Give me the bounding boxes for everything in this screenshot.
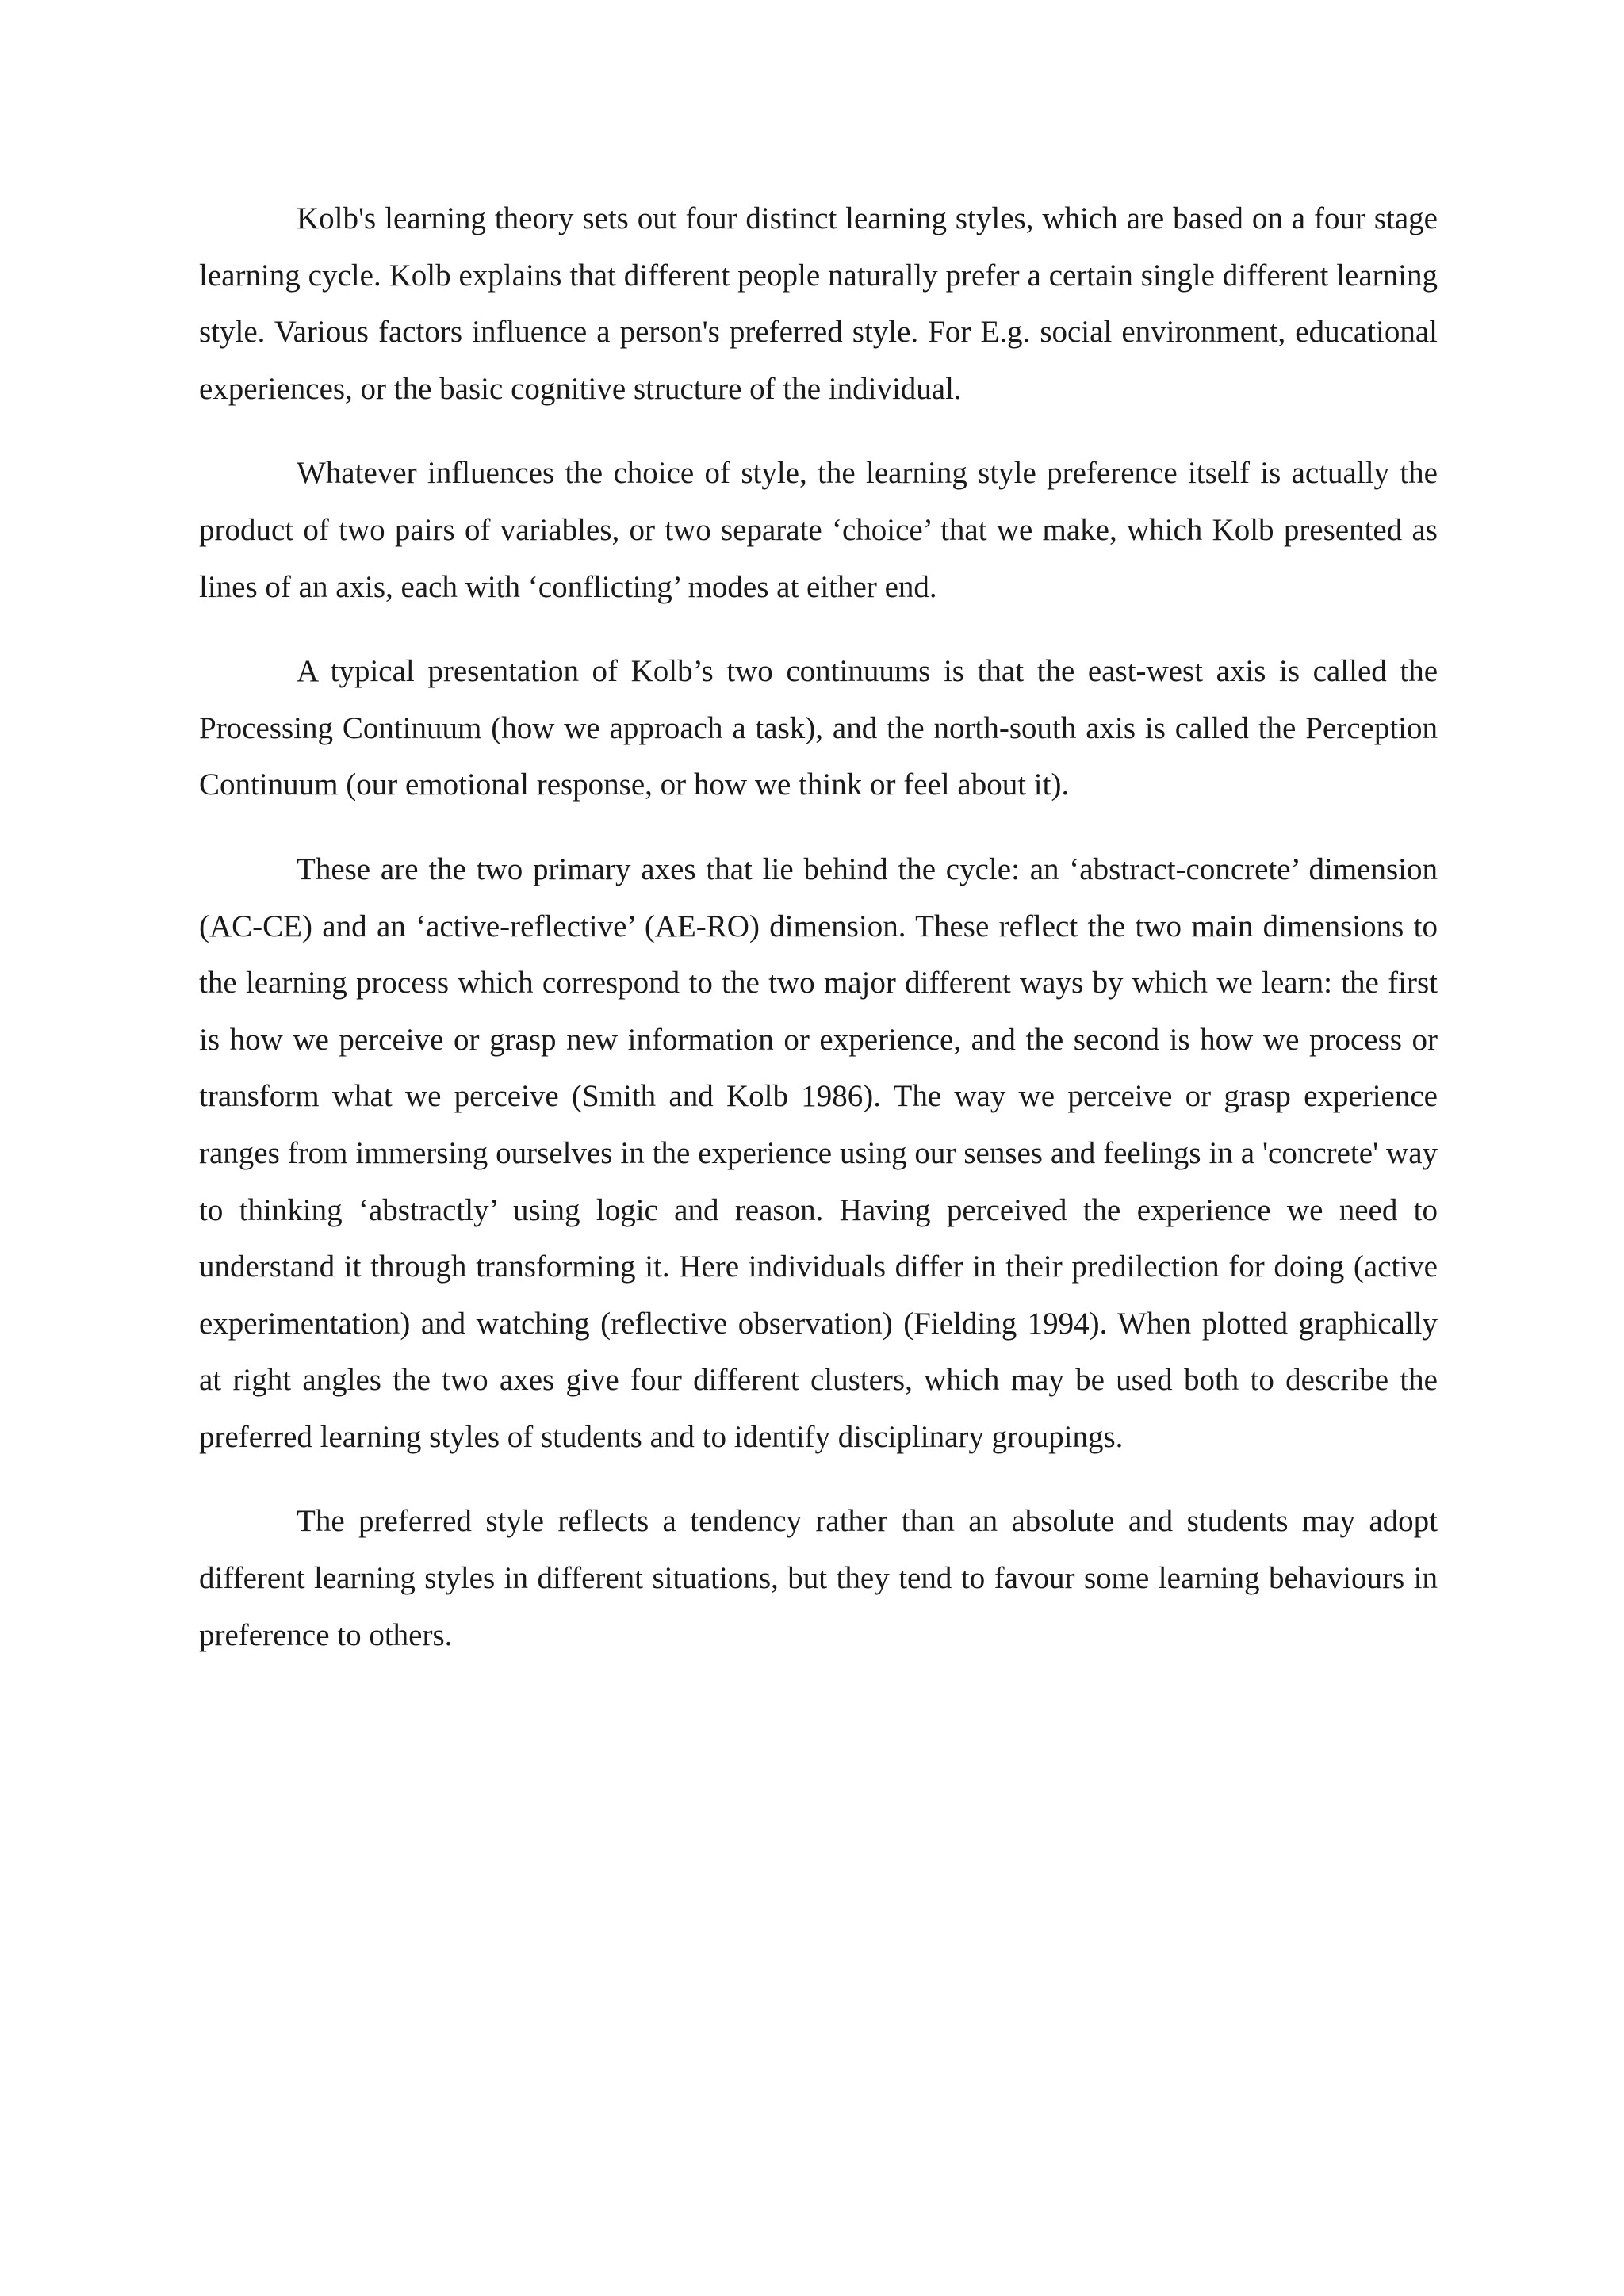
paragraph-primary-axes: These are the two primary axes that lie behind the cycle: an ‘abstract-concrete’ dimension (AC-CE) and an ‘active-reflective’ (AE-RO) dimension. These reflect the two main dimensions to the learning process which correspond to the two major different ways by which we learn: the first is how we perceive or grasp new information or experience, and the second is how we process or transform what we perceive (Smith and Kolb 1986). The way we perceive or grasp experience ranges from immersing ourselves in the experience using our senses and feelings in a 'concrete' way to thinking ‘abstractly’ using logic and reason. Having perceived the experience we need to understand it through transforming it. Here individuals differ in their predilection for doing (active experimentation) and watching (reflective observation) (Fielding 1994). When plotted graphically at right angles the two axes give four different clusters, which may be used both to describe the preferred learning styles of students and to identify disciplinary groupings. [199,851,1438,1454]
document-body [199,190,1438,1691]
paragraph-learning-styles: Kolb's learning theory sets out four distinct learning styles, which are based on a four stage learning cycle. Kolb explains that different people naturally prefer a certain single different learning style. Various factors influence a person's preferred style. For E.g. social environment, educational experiences, or the basic cognitive structure of the individual. [199,201,1438,406]
paragraph-continuums: A typical presentation of Kolb’s two continuums is that the east-west axis is called the Processing Continuum (how we approach a task), and the north-south axis is called the Perception Continuum (our emotional response, or how we think or feel about it). [199,654,1438,802]
paragraph-preferred-style: The preferred style reflects a tendency rather than an absolute and students may adopt different learning styles in different situations, but they tend to favour some learning behaviours in preference to others. [199,1504,1438,1652]
paragraph-style-preference: Whatever influences the choice of style, the learning style preference itself is actually the product of two pairs of variables, or two separate ‘choice’ that we make, which Kolb presented as lines of an axis, each with ‘conflicting’ modes at either end. [199,456,1438,604]
